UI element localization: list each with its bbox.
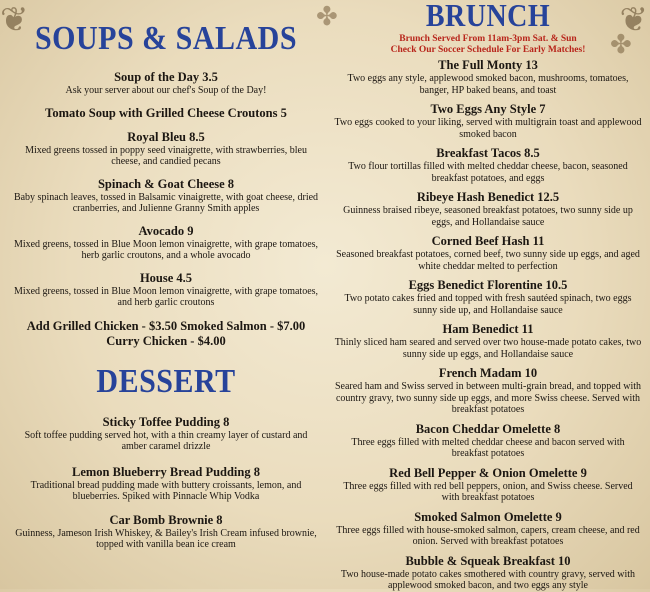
item-description: Ask your server about our chef's Soup of the Day! xyxy=(65,85,267,96)
item-description: Two eggs cooked to your liking, served with multigrain toast and applewood smoked bacon xyxy=(334,117,642,140)
item-description: Baby spinach leaves, tossed in Balsamic vinaigrette, with goat cheese, dried cranberries, and Julienne Granny Smith apples xyxy=(13,191,319,214)
item-description: Two house-made potato cakes smothered with country gravy, served with applewood smoked bacon, and two eggs any style xyxy=(340,568,636,591)
item-name: Tomato Soup with Grilled Cheese Croutons 5 xyxy=(45,105,287,120)
menu-item xyxy=(330,234,646,272)
menu-item xyxy=(330,422,646,460)
item-description: Two flour tortillas filled with melted cheddar cheese, bacon, seasoned breakfast potatoes, and eggs xyxy=(348,161,628,184)
item-name: Spinach & Goat Cheese 8 xyxy=(97,176,235,191)
item-name: Ribeye Hash Benedict 12.5 xyxy=(416,190,560,204)
item-description: Soft toffee pudding served hot, with a thin creamy layer of custard and amber caramel drizzle xyxy=(24,429,308,452)
soccer-schedule-note: Check Our Soccer Schedule For Early Matches! xyxy=(390,44,586,55)
menu-item xyxy=(330,190,646,228)
menu-item xyxy=(330,366,646,416)
soups-salads-heading: SOUPS & SALADS xyxy=(34,19,298,57)
add-ons-line-2: Curry Chicken - $4.00 xyxy=(106,333,226,348)
brunch-hours-note: Brunch Served From 11am-3pm Sat. & Sun xyxy=(399,34,577,44)
item-name: House 4.5 xyxy=(139,270,193,285)
item-description: Three eggs filled with red bell peppers, onion, and Swiss cheese. Served with breakfast potatoes xyxy=(343,480,633,503)
item-description: Guinness, Jameson Irish Whiskey, & Bailey's Irish Cream infused brownie, topped with vanilla bean ice cream xyxy=(15,527,317,550)
menu-item xyxy=(330,466,646,504)
item-name: Royal Bleu 8.5 xyxy=(127,129,205,144)
ornament-top-right-icon: ❦ xyxy=(619,2,648,39)
item-description: Three eggs filled with house-smoked salmon, capers, cream cheese, and red onion. Served with breakfast potatoes xyxy=(336,524,640,547)
flourish-right-icon: ✤ xyxy=(610,30,632,59)
item-description: Thinly sliced ham seared and served over two house-made potato cakes, two sunny side up eggs, and Hollandaise sauce xyxy=(334,337,642,360)
menu-item xyxy=(8,271,324,309)
menu-item xyxy=(8,130,324,168)
dessert-heading: DESSERT xyxy=(96,362,236,400)
menu-item xyxy=(8,465,324,503)
menu-item xyxy=(330,58,646,96)
menu-item xyxy=(8,177,324,215)
item-name: The Full Monty 13 xyxy=(438,58,538,72)
item-name: Lemon Blueberry Bread Pudding 8 xyxy=(72,464,260,479)
item-description: Two potato cakes fried and topped with fresh sautéed spinach, two eggs sunny side up, and Hollandaise sauce xyxy=(344,293,632,316)
item-description: Three eggs filled with melted cheddar cheese and bacon served with breakfast potatoes xyxy=(351,436,625,459)
menu-item xyxy=(330,554,646,592)
item-name: Corned Beef Hash 11 xyxy=(431,234,545,248)
ornament-top-left-icon: ❦ xyxy=(0,2,29,39)
item-name: Avocado 9 xyxy=(138,223,194,238)
item-name: Bubble & Squeak Breakfast 10 xyxy=(405,553,571,568)
item-name: Sticky Toffee Pudding 8 xyxy=(102,414,230,429)
item-description: Two eggs any style, applewood smoked bacon, mushrooms, tomatoes, banger, HP baked beans, and toast xyxy=(347,73,629,96)
menu-item xyxy=(330,146,646,184)
menu-item xyxy=(330,278,646,316)
item-description: Mixed greens tossed in poppy seed vinaigrette, with strawberries, bleu cheese, and candied pecans xyxy=(25,144,307,167)
item-description: Mixed greens, tossed in Blue Moon lemon vinaigrette, with grape tomatoes, and herb garlic croutons xyxy=(13,285,319,308)
item-name: Eggs Benedict Florentine 10.5 xyxy=(408,278,568,292)
add-ons-line-1: Add Grilled Chicken - $3.50 Smoked Salmon - $7.00 xyxy=(26,318,306,333)
item-name: Smoked Salmon Omelette 9 xyxy=(414,509,562,524)
item-name: Red Bell Pepper & Onion Omelette 9 xyxy=(389,465,587,480)
menu-item xyxy=(8,224,324,262)
item-name: Soup of the Day 3.5 xyxy=(114,70,218,84)
menu-item xyxy=(8,513,324,551)
flourish-left-icon: ✤ xyxy=(316,2,338,31)
item-description: Seasoned breakfast potatoes, corned beef, two sunny side up eggs, and aged white cheddar melted to perfection xyxy=(336,249,640,272)
menu-item xyxy=(330,102,646,140)
menu-item xyxy=(330,510,646,548)
menu-item xyxy=(8,70,324,97)
item-description: Traditional bread pudding made with buttery croissants, lemon, and blueberries. Spiked with Pinnacle Whip Vodka xyxy=(30,479,302,502)
item-name: Ham Benedict 11 xyxy=(442,322,534,336)
menu-item xyxy=(8,415,324,453)
item-description: Seared ham and Swiss served in between multi-grain bread, and topped with country gravy, two sunny side up eggs, and more Swiss cheese. Served with breakfast potatoes xyxy=(334,381,642,415)
left-column xyxy=(8,0,324,551)
item-name: French Madam 10 xyxy=(438,366,538,380)
right-column xyxy=(330,0,646,592)
menu-item xyxy=(8,106,324,121)
item-description: Guinness braised ribeye, seasoned breakfast potatoes, two sunny side up eggs, and Hollandaise sauce xyxy=(343,205,633,228)
brunch-heading: BRUNCH xyxy=(425,0,551,34)
item-name: Two Eggs Any Style 7 xyxy=(430,102,546,116)
item-name: Bacon Cheddar Omelette 8 xyxy=(415,421,561,436)
menu-item xyxy=(330,322,646,360)
item-name: Breakfast Tacos 8.5 xyxy=(436,146,540,160)
item-description: Mixed greens, tossed in Blue Moon lemon vinaigrette, with grape tomatoes, herb garlic croutons, and a whole avocado xyxy=(13,238,319,261)
item-name: Car Bomb Brownie 8 xyxy=(109,512,223,527)
